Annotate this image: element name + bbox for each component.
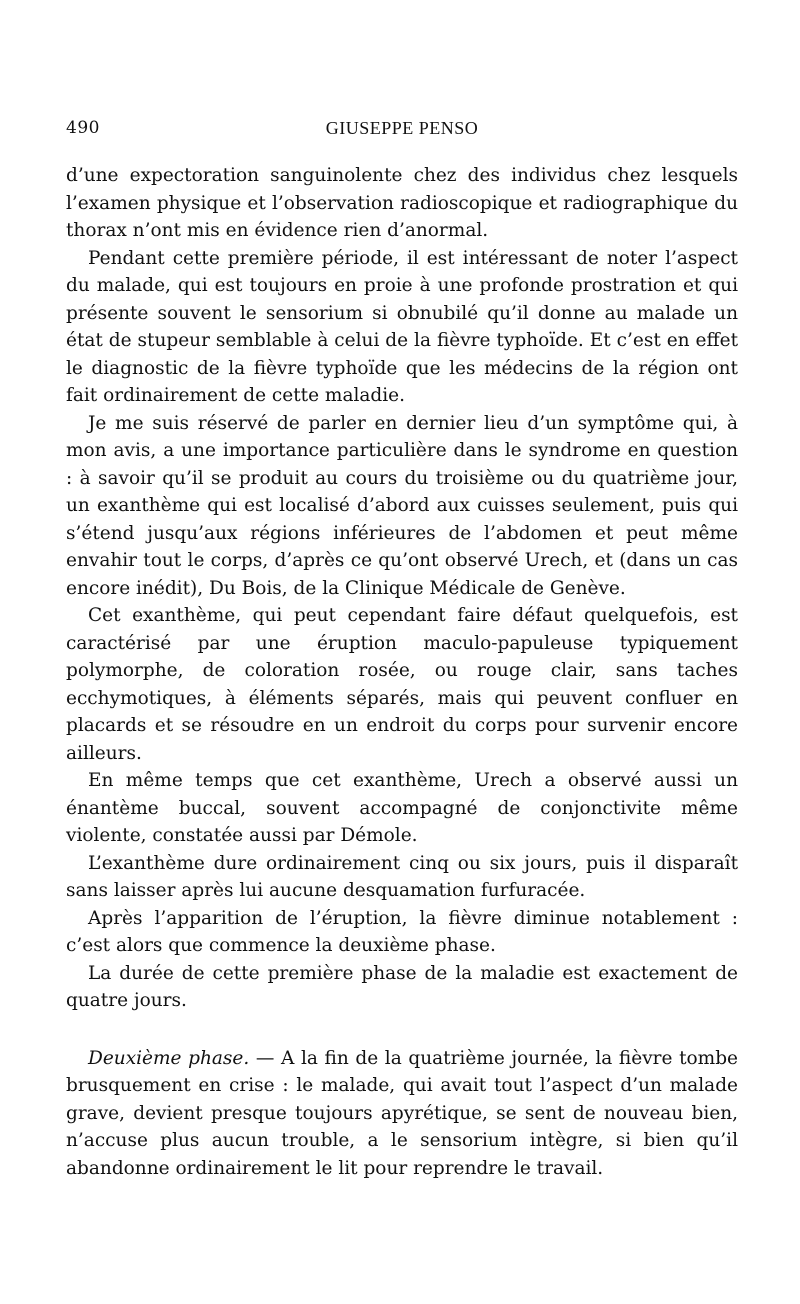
paragraph: Je me suis réservé de parler en dernier lieu d’un symptôme qui, à mon avis, a une importance particulière dans le syndrome en question : à savoir qu’il se produit au cours du troisième ou du quatrième jour, un exanthème qui est localisé d’abord aux cuisses seulement, puis qui s’étend jusqu’aux régions inférieures de l’abdomen et peut même envahir tout le corps, d’après ce qu’ont observé Urech, et (dans un cas encore inédit), Du Bois, de la Clinique Médicale de Genève.: [66, 412, 738, 599]
body-text: [66, 162, 738, 1182]
paragraph: En même temps que cet exanthème, Urech a observé aussi un énantème buccal, souvent accompagné de conjonctivite même violente, constatée aussi par Démole.: [66, 770, 738, 846]
paragraph: La durée de cette première phase de la maladie est exactement de quatre jours.: [66, 962, 738, 1011]
running-head-author: GIUSEPPE PENSO: [325, 118, 479, 138]
book-page: [66, 118, 738, 1182]
paragraph: Après l’apparition de l’éruption, la fièvre diminue notablement : c’est alors que commence la deuxième phase.: [66, 907, 738, 956]
paragraph: Pendant cette première période, il est intéressant de noter l’aspect du malade, qui est toujours en proie à une profonde prostration et qui présente souvent le sensorium si obnubilé qu’il donne au malade un état de stupeur semblable à celui de la fièvre typhoïde. Et c’est en effet le diagnostic de la fièvre typhoïde que les médecins de la région ont fait ordinairement de cette maladie.: [66, 247, 738, 406]
paragraph: Cet exanthème, qui peut cependant faire défaut quelquefois, est caractérisé par une éruption maculo-papuleuse typiquement polymorphe, de coloration rosée, ou rouge clair, sans taches ecchymotiques, à éléments séparés, mais qui peuvent confluer en placards et se résoudre en un endroit du corps pour survenir encore ailleurs.: [66, 605, 738, 764]
running-head: [66, 118, 738, 146]
section-gap: [66, 1015, 738, 1045]
page-number: 490: [66, 118, 100, 138]
run-in-heading: Deuxième phase.: [88, 1047, 250, 1069]
section-text: — A la fin de la quatrième journée, la fièvre tombe brusquement en crise : le malade, qui avait tout l’aspect d’un malade grave, devient presque toujours apyrétique, se sent de nouveau bien, n’accuse plus aucun trouble, a le sensorium intègre, si bien qu’il abandonne ordinairement le lit pour reprendre le travail.: [66, 1047, 738, 1179]
paragraph-continued: d’une expectoration sanguinolente chez des individus chez lesquels l’examen physique et l’observation radioscopique et radiographique du thorax n’ont mis en évidence rien d’anormal.: [66, 165, 738, 241]
section-paragraph: [66, 1045, 738, 1183]
paragraph: L’exanthème dure ordinairement cinq ou six jours, puis il disparaît sans laisser après lui aucune desquamation furfuracée.: [66, 852, 738, 901]
